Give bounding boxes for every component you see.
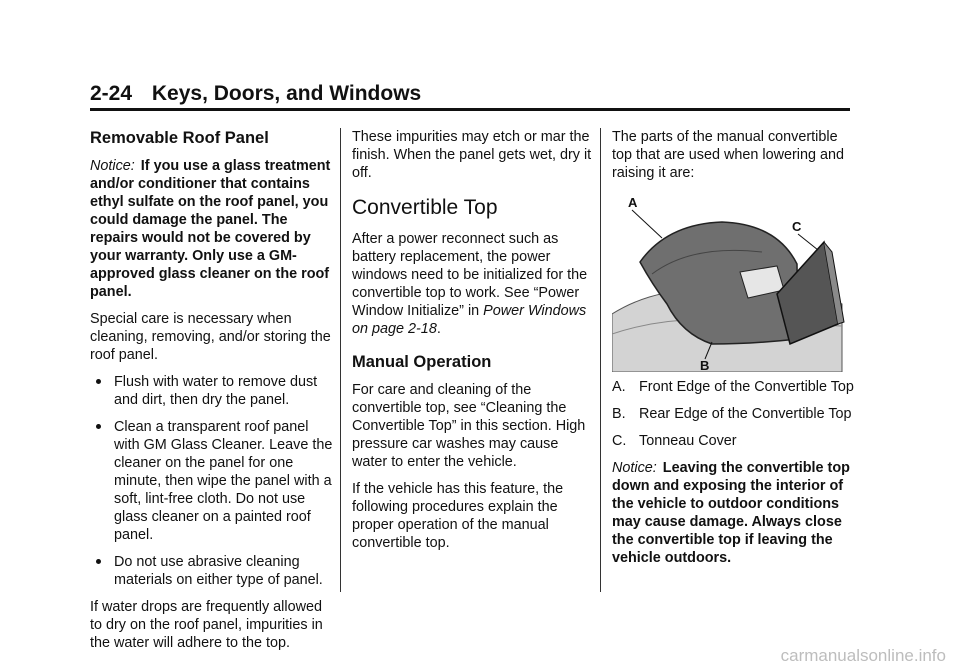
list-item: Do not use abrasive cleaning materials on either type of panel. [90,553,335,589]
procedure-paragraph: If the vehicle has this feature, the following procedures explain the proper operation of the manual convertible top. [352,481,564,551]
list-item [612,432,857,450]
list-item [612,378,857,396]
page-header [90,82,421,106]
impurities-paragraph: These impurities may etch or mar the finish. When the panel gets wet, dry it off. [352,129,592,181]
convertible-notice [612,459,857,567]
notice-label: Notice: [90,158,135,174]
paragraph-text: . [436,321,441,337]
column-2 [352,128,592,561]
manual-operation-heading: Manual Operation [352,353,492,371]
list-key: B. [612,406,626,422]
list-key: A. [612,379,626,395]
roof-panel-notice [90,157,335,301]
list-key: C. [612,433,627,449]
page-number: 2-24 [90,82,133,105]
list-item: Clean a transparent roof panel with GM Glass Cleaner. Leave the cleaner on the panel for one minute, then wipe the panel with a soft, lint-free cloth. Do not use glass cleaner on a painted roof panel. [90,418,335,544]
column-3 [612,128,857,576]
care-paragraph: For care and cleaning of the convertible top, see “Cleaning the Convertible Top” in this section. High pressure car washes may cause water to enter the vehicle. [352,382,586,470]
column-1 [90,128,335,661]
notice-text: Leaving the convertible top down and exposing the interior of the vehicle to outdoor conditions may cause damage. Always close the convertible top if leaving the vehicle outdoors. [612,460,850,566]
roof-panel-heading: Removable Roof Panel [90,129,269,147]
notice-text: If you use a glass treatment and/or conditioner that contains ethyl sulfate on the roof panel, you could damage the panel. The repairs would not be covered by your warranty. Only use a GM-approved glass cleaner on the roof panel. [90,158,331,300]
list-text: Rear Edge of the Convertible Top [639,406,852,422]
notice-label: Notice: [612,460,657,476]
header-rule [90,108,850,111]
convertible-top-drawing [612,194,857,372]
parts-list [612,378,857,450]
list-item: Flush with water to remove dust and dirt, then dry the panel. [90,373,335,409]
list-item [612,405,857,423]
parts-intro-paragraph: The parts of the manual convertible top that are used when lowering and raising it are: [612,129,845,181]
site-watermark: carmanualsonline.info [780,646,946,665]
callout-a: A [628,195,638,210]
callout-b: B [700,358,710,373]
roof-care-paragraph: Special care is necessary when cleaning, removing, and/or storing the roof panel. [90,311,331,363]
power-reconnect-paragraph [352,230,592,338]
convertible-top-heading: Convertible Top [352,196,498,219]
water-drops-paragraph: If water drops are frequently allowed to dry on the roof panel, impurities in the water will adhere to the top. [90,599,323,651]
list-text: Tonneau Cover [639,433,737,449]
column-divider [600,128,601,592]
list-text: Front Edge of the Convertible Top [639,379,854,395]
roof-care-list [90,373,335,589]
column-divider [340,128,341,592]
convertible-top-illustration [612,194,857,372]
cross-reference-link[interactable]: Power Windows on page 2-18 [352,303,587,337]
section-title: Keys, Doors, and Windows [151,82,422,105]
callout-c: C [792,219,802,234]
paragraph-text: After a power reconnect such as battery replacement, the power windows need to be initialized for the convertible top to work. See “Power Window Initialize” in [352,231,588,319]
